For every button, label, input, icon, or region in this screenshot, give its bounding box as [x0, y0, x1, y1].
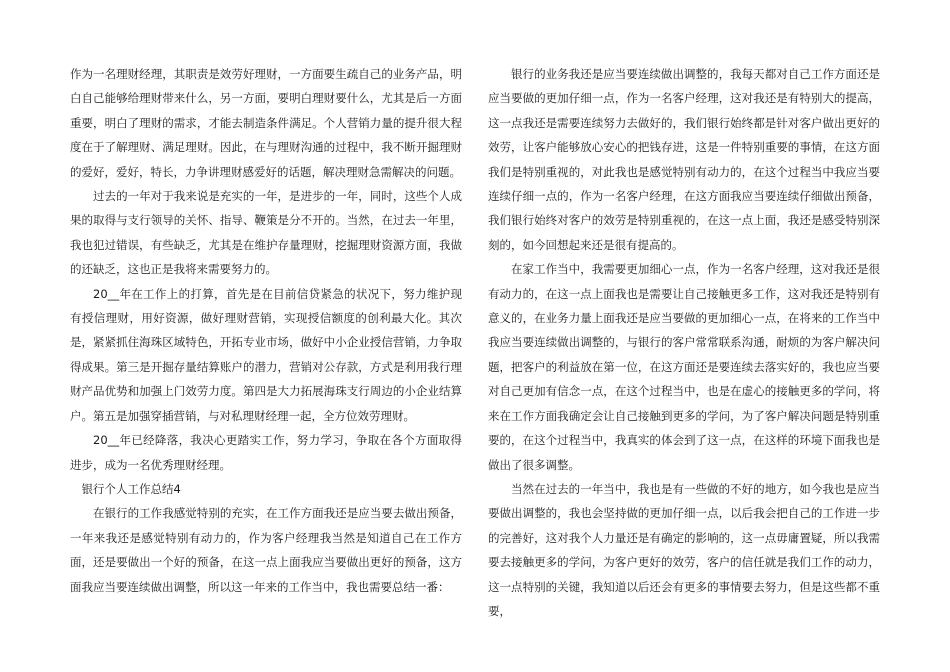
paragraph: 银行的业务我还是应当要连续做出调整的，我每天都对自己工作方面还是应当要做的更加仔细一点，作为一名客户经理，这对我还是有特别大的提高，这一点我还是需要连续努力去做好的，我们银行始终都是针对客户做出更好的效劳，让客户能够放心安心的把钱存进，这是一件特别重要的事情，在这方面我们是特别重视的，对此我也是感觉特别有动力的，在这个过程当中我应当要连续仔细一点的，作为一名客户经理，在这方面我应当要连续仔细做出预备，我们银行始终对客户的效劳是特别重视的，在这一点上面，我还是感受特别深刻的，如今回想起来还是很有提高的。: [488, 67, 880, 252]
right-text-column: [488, 62, 880, 623]
paragraph: 作为一名理财经理，其职责是效劳好理财，一方面要生疏自己的业务产品，明白自己能够给理财带来什么，另一方面，要明白理财要什么，尤其是后一方面重要，明白了理财的需求，才能去制造条件满足。个人营销力量的提升很大程度在于了解理财、满足理财。因此，在与理财沟通的过程中，我不断开掘理财的爱好，爱好，特长，力争讲理财感爱好的话题，解决理财急需解决的问题。: [70, 67, 462, 179]
paragraph: 在银行的工作我感觉特别的充实，在工作方面我还是应当要去做出预备，一年来我还是感觉特别有动力的，作为客户经理我当然是知道自己在工作方面，还是要做出一个好的预备，在这一点上面我应当要做出更好的预备，这方面我应当要连续做出调整，所以这一年来的工作当中，我也需要总结一番：: [70, 506, 462, 594]
paragraph: 在家工作当中，我需要更加细心一点，作为一名客户经理，这对我还是很有动力的，在这一点上面我也是需要让自己接触更多工作，这对我还是特别有意义的，在业务力量上面我还是应当要做的更加细心一点，在将来的工作当中我应当要连续做出调整的，与银行的客户常常联系沟通，耐烦的为客户解决问题，把客户的利益放在第一位，在这方面还是要连续去落实好的，我也应当要对自己更加有信念一点，在这个过程当中，也是在虚心的接触更多的学问，将来在工作方面我确定会让自己接触到更多的学问，为了客户解决问题是特别重要的，在这个过程当中，我真实的体会到了这一点，在这样的环境下面我也是做出了很多调整。: [488, 262, 880, 472]
section-heading: 银行个人工作总结4: [81, 481, 181, 496]
paragraph: 20__年在工作上的打算，首先是在目前信贷紧急的状况下，努力维护现有授信理财，用好资源，做好理财营销，实现授信额度的创利最大化。其次是，紧紧抓住海珠区域特色，开拓专业市场，做好中小企业授信营销，力争取得成果。第三是开掘存量结算账户的潜力，营销对公存款，方式是利用我行理财产品优势和加强上门效劳力度。第四是大力拓展海珠支行周边的小企业结算户。第五是加强穿插营销，与对私理财经理一起，全方位效劳理财。: [70, 286, 462, 423]
paragraph: 过去的一年对于我来说是充实的一年，是进步的一年，同时，这些个人成果的取得与支行领导的关怀、指导、鞭策是分不开的。当然，在过去一年里，我也犯过错误，有些缺乏，尤其是在维护存量理财，挖掘理财资源方面，我做的还缺乏，这也正是我将来需要努力的。: [70, 189, 462, 277]
left-text-column: [70, 62, 462, 599]
paragraph: 20__年已经降落，我决心更踏实工作，努力学习，争取在各个方面取得进步，成为一名优秀理财经理。: [70, 433, 462, 472]
paragraph: 当然在过去的一年当中，我也是有一些做的不好的地方，如今我也是应当要做出调整的，我也会坚持做的更加仔细一点，以后我会把自己的工作进一步的完善好，这对我个人力量还是有确定的影响的，这一点毋庸置疑，所以我需要去接触更多的学问，为客户更好的效劳，客户的信任就是我们工作的动力，这一点特别的关键，我知道以后还会有更多的事情要去努力，但是这些都不重要，: [488, 481, 880, 618]
